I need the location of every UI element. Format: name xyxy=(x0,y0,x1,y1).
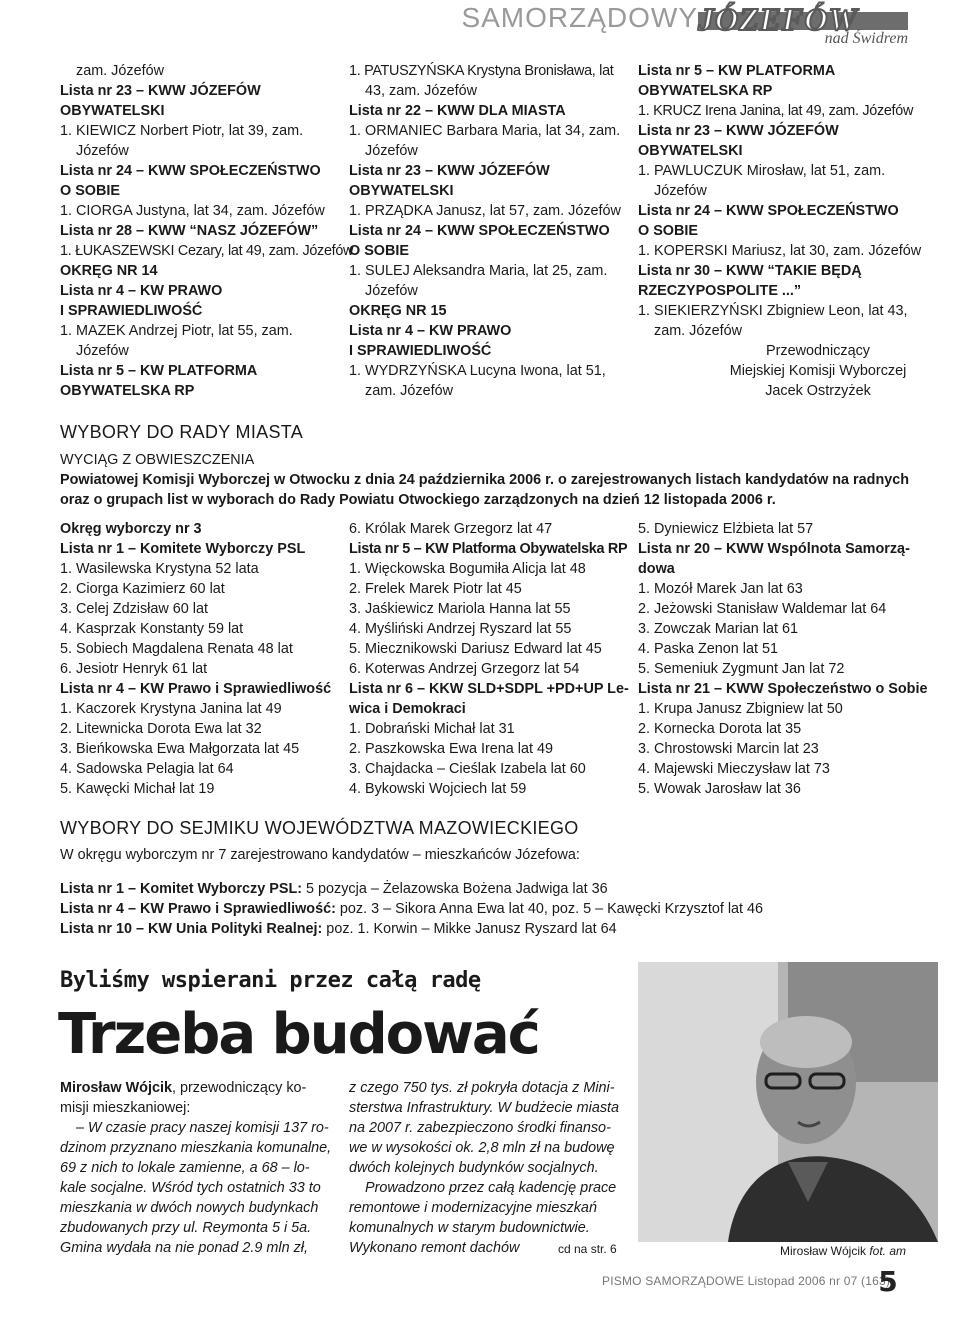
list-heading: Lista nr 23 – KWW JÓZEFÓW xyxy=(60,83,261,99)
article-line: sterstwa Infrastruktury. W budżecie miasta xyxy=(349,1100,620,1116)
list-item: 2. Ciorga Kazimierz 60 lat xyxy=(60,581,225,597)
list-item: 1. ORMANIEC Barbara Maria, lat 34, zam. xyxy=(349,123,621,139)
article-column-2 xyxy=(349,1078,619,1258)
sejmik-list-text: 5 pozycja – Żelazowska Bożena Jadwiga lat 36 xyxy=(302,881,608,897)
list-item: zam. Józefów xyxy=(654,323,742,339)
list-item: 1. SIEKIERZYŃSKI Zbigniew Leon, lat 43, xyxy=(638,303,908,319)
logo-text: JÓZEFÓW xyxy=(698,1,858,37)
list-heading: Lista nr 23 – KWW JÓZEFÓW xyxy=(638,123,839,139)
article-line: we w wysokości ok. 2,8 mln zł na budowę xyxy=(349,1140,615,1156)
list-heading: OBYWATELSKA RP xyxy=(638,83,773,99)
list-item: 2. Jeżowski Stanisław Waldemar lat 64 xyxy=(638,601,887,617)
list-heading: I SPRAWIEDLIWOŚĆ xyxy=(349,343,492,359)
sejmik-list-text: poz. 1. Korwin – Mikke Janusz Ryszard lat 64 xyxy=(322,921,617,937)
article-line: na 2007 r. zabezpieczono środki finanso- xyxy=(349,1120,611,1136)
list-heading: Okręg wyborczy nr 3 xyxy=(60,521,202,537)
list-item: Józefów xyxy=(365,143,418,159)
speaker-name: Mirosław Wójcik xyxy=(60,1080,172,1096)
list-heading: Lista nr 24 – KWW SPOŁECZEŃSTWO xyxy=(60,163,321,179)
article-line: dzinom przyznano mieszkania komunalne, xyxy=(60,1140,332,1156)
list-item: 1. KRUCZ Irena Janina, lat 49, zam. Józefów xyxy=(638,103,914,119)
list-heading: OKRĘG NR 15 xyxy=(349,303,447,319)
masthead xyxy=(340,0,960,46)
article-line: misji mieszkaniowej: xyxy=(60,1100,191,1116)
list-item: zam. Józefów xyxy=(76,63,164,79)
signature-block xyxy=(718,341,918,401)
list-heading: OBYWATELSKA RP xyxy=(60,383,195,399)
list-item: 5. Sobiech Magdalena Renata 48 lat xyxy=(60,641,293,657)
list-heading: Lista nr 22 – KWW DLA MIASTA xyxy=(349,103,566,119)
list-item: 1. CIORGA Justyna, lat 34, zam. Józefów xyxy=(60,203,325,219)
article-line: z czego 750 tys. zł pokryła dotacja z Mini- xyxy=(349,1080,615,1096)
jozefow-logo xyxy=(698,2,908,46)
list-item: 2. Paszkowska Ewa Irena lat 49 xyxy=(349,741,553,757)
footer-issue: PISMO SAMORZĄDOWE Listopad 2006 nr 07 (163) xyxy=(602,1274,891,1288)
list-heading: Lista nr 23 – KWW JÓZEFÓW xyxy=(349,163,550,179)
sejmik-list-label: Lista nr 10 – KW Unia Polityki Realnej: xyxy=(60,921,323,937)
list-item: Józefów xyxy=(365,283,418,299)
list-item: 6. Królak Marek Grzegorz lat 47 xyxy=(349,521,553,537)
list-heading: O SOBIE xyxy=(349,243,409,259)
list-heading: Lista nr 1 – Komitete Wyborczy PSL xyxy=(60,541,306,557)
article-line: 69 z nich to lokale zamienne, a 68 – lo- xyxy=(60,1160,310,1176)
list-heading: OBYWATELSKI xyxy=(60,103,165,119)
list-heading: Lista nr 30 – KWW “TAKIE BĘDĄ xyxy=(638,263,862,279)
list-item: Józefów xyxy=(76,343,129,359)
list-item: 43, zam. Józefów xyxy=(365,83,477,99)
list-item: 1. KOPERSKI Mariusz, lat 30, zam. Józefów xyxy=(638,243,922,259)
sejmik-line xyxy=(60,919,920,939)
article-line: zbudowanych przy ul. Reymonta 5 i 5a. xyxy=(60,1220,312,1236)
article-title: Trzeba budować xyxy=(58,1002,539,1067)
list-item: zam. Józefów xyxy=(365,383,453,399)
signature-line: Miejskiej Komisji Wyborczej xyxy=(729,363,907,379)
article-line xyxy=(60,1078,322,1098)
portrait-photo xyxy=(638,962,938,1242)
sejmik-line xyxy=(60,879,920,899)
list-item: 1. PRZĄDKA Janusz, lat 57, zam. Józefów xyxy=(349,203,621,219)
list-heading: wica i Demokraci xyxy=(349,701,466,717)
list-heading: Lista nr 24 – KWW SPOŁECZEŃSTWO xyxy=(349,223,610,239)
list-heading: Lista nr 24 – KWW SPOŁECZEŃSTWO xyxy=(638,203,899,219)
speaker-role: , przewodniczący ko- xyxy=(171,1080,307,1096)
list-item: 5. Kawęcki Michał lat 19 xyxy=(60,781,215,797)
list-item: 1. Mozół Marek Jan lat 63 xyxy=(638,581,803,597)
list-item: 5. Semeniuk Zygmunt Jan lat 72 xyxy=(638,661,845,677)
rada-intro-line-2: oraz o grupach list w wyborach do Rady Powiatu Otwockiego zarządzonych na dzień 12 listopada 2006 r. xyxy=(60,492,776,508)
list-item: Józefów xyxy=(654,183,707,199)
sejmik-list-label: Lista nr 1 – Komitet Wyborczy PSL: xyxy=(60,881,303,897)
list-heading: O SOBIE xyxy=(60,183,120,199)
rada-column-2 xyxy=(349,519,629,799)
list-item: 1. ŁUKASZEWSKI Cezary, lat 49, zam. Józefów xyxy=(60,243,354,259)
list-heading: Lista nr 5 – KW PLATFORMA xyxy=(638,63,836,79)
sejmik-list-text: poz. 3 – Sikora Anna Ewa lat 40, poz. 5 – Kawęcki Krzysztof lat 46 xyxy=(335,901,764,917)
list-item: 5. Dyniewicz Elżbieta lat 57 xyxy=(638,521,814,537)
article-line: Prowadzono przez całą kadencję prace xyxy=(365,1180,617,1196)
list-item: 3. Celej Zdzisław 60 lat xyxy=(60,601,208,617)
list-item: 6. Jesiotr Henryk 61 lat xyxy=(60,661,208,677)
list-item: 5. Miecznikowski Dariusz Edward lat 45 xyxy=(349,641,602,657)
article-line: dwóch kolejnych budynków socjalnych. xyxy=(349,1160,599,1176)
candidates-column-2 xyxy=(349,61,619,401)
list-item: Józefów xyxy=(76,143,129,159)
article-line: mieszkania w dwóch nowych budynkach xyxy=(60,1200,319,1216)
rada-intro-line-1: Powiatowej Komisji Wyborczej w Otwocku z dnia 24 października 2006 r. o zarejestrowanych listach kandydatów na radnych xyxy=(60,472,910,488)
list-heading: dowa xyxy=(638,561,675,577)
list-item: 1. SULEJ Aleksandra Maria, lat 25, zam. xyxy=(349,263,608,279)
portrait-illustration xyxy=(638,962,938,1242)
sejmik-heading: WYBORY DO SEJMIKU WOJEWÓDZTWA MAZOWIECKIEGO xyxy=(60,818,579,838)
list-item: 3. Jaśkiewicz Mariola Hanna lat 55 xyxy=(349,601,571,617)
list-item: 5. Wowak Jarosław lat 36 xyxy=(638,781,801,797)
list-item: 1. PAWLUCZUK Mirosław, lat 51, zam. xyxy=(638,163,886,179)
sejmik-list-label: Lista nr 4 – KW Prawo i Sprawiedliwość: xyxy=(60,901,336,917)
rada-column-1 xyxy=(60,519,340,799)
list-heading: Lista nr 6 – KKW SLD+SDPL +PD+UP Le- xyxy=(349,681,629,697)
list-heading: OKRĘG NR 14 xyxy=(60,263,158,279)
rada-heading: WYBORY DO RADY MIASTA xyxy=(60,422,304,442)
list-item: 4. Sadowska Pelagia lat 64 xyxy=(60,761,234,777)
list-heading: Lista nr 4 – KW PRAWO xyxy=(60,283,223,299)
list-item: 1. WYDRZYŃSKA Lucyna Iwona, lat 51, xyxy=(349,363,606,379)
list-item: 4. Kasprzak Konstanty 59 lat xyxy=(60,621,244,637)
list-item: 1. Dobrański Michał lat 31 xyxy=(349,721,515,737)
list-item: 2. Litewnicka Dorota Ewa lat 32 xyxy=(60,721,262,737)
article-line: – W czasie pracy naszej komisji 137 ro- xyxy=(76,1120,329,1136)
list-item: 3. Bieńkowska Ewa Małgorzata lat 45 xyxy=(60,741,300,757)
list-heading: O SOBIE xyxy=(638,223,698,239)
continued-note: cd na str. 6 xyxy=(558,1242,617,1256)
sejmik-list xyxy=(60,879,920,939)
list-item: 1. Kaczorek Krystyna Janina lat 49 xyxy=(60,701,282,717)
list-item: 1. Wasilewska Krystyna 52 lata xyxy=(60,561,259,577)
list-item: 4. Paska Zenon lat 51 xyxy=(638,641,778,657)
section-title: SAMORZĄDOWY xyxy=(461,2,698,33)
article-line: kale socjalne. Wśród tych ostatnich 33 to xyxy=(60,1180,321,1196)
list-item: 2. Kornecka Dorota lat 35 xyxy=(638,721,802,737)
photo-caption xyxy=(780,1244,906,1258)
article-kicker: Byliśmy wspierani przez całą radę xyxy=(60,968,481,993)
article-column-1 xyxy=(60,1078,332,1258)
article-line: remontowe i modernizacyjne mieszkań xyxy=(349,1200,597,1216)
article-line: Wykonano remont dachów xyxy=(349,1240,520,1256)
list-heading: Lista nr 5 – KW Platforma Obywatelska RP xyxy=(349,541,628,557)
caption-credit: fot. am xyxy=(869,1244,907,1258)
list-heading: OBYWATELSKI xyxy=(638,143,743,159)
signature-line: Przewodniczący xyxy=(766,343,870,359)
list-item: 1. Więckowska Bogumiła Alicja lat 48 xyxy=(349,561,586,577)
list-item: 1. KIEWICZ Norbert Piotr, lat 39, zam. xyxy=(60,123,304,139)
list-item: 1. MAZEK Andrzej Piotr, lat 55, zam. xyxy=(60,323,293,339)
sejmik-line xyxy=(60,899,920,919)
list-heading: RZECZYPOSPOLITE ...” xyxy=(638,283,802,299)
list-item: 4. Majewski Mieczysław lat 73 xyxy=(638,761,830,777)
sejmik-intro: W okręgu wyborczym nr 7 zarejestrowano kandydatów – mieszkańców Józefowa: xyxy=(60,847,580,863)
list-heading: OBYWATELSKI xyxy=(349,183,454,199)
list-item: 4. Bykowski Wojciech lat 59 xyxy=(349,781,527,797)
article-line: Gmina wydała na nie ponad 2.9 mln zł, xyxy=(60,1240,308,1256)
article-line: komunalnych w starym budownictwie. xyxy=(349,1220,590,1236)
list-heading: Lista nr 21 – KWW Społeczeństwo o Sobie xyxy=(638,681,928,697)
list-item: 1. Krupa Janusz Zbigniew lat 50 xyxy=(638,701,843,717)
list-heading: Lista nr 28 – KWW “NASZ JÓZEFÓW” xyxy=(60,223,319,239)
list-heading: Lista nr 4 – KW PRAWO xyxy=(349,323,512,339)
list-heading: Lista nr 20 – KWW Wspólnota Samorzą- xyxy=(638,541,910,557)
rada-column-3 xyxy=(638,519,928,799)
logo-subtitle: nad Świdrem xyxy=(824,30,908,47)
list-item: 6. Koterwas Andrzej Grzegorz lat 54 xyxy=(349,661,580,677)
list-heading: Lista nr 5 – KW PLATFORMA xyxy=(60,363,258,379)
list-item: 3. Zowczak Marian lat 61 xyxy=(638,621,798,637)
list-item: 1. PATUSZYŃSKA Krystyna Bronisława, lat xyxy=(349,63,614,79)
list-heading: Lista nr 4 – KW Prawo i Sprawiedliwość xyxy=(60,681,332,697)
rada-subheading: WYCIĄG Z OBWIESZCZENIA xyxy=(60,452,255,468)
candidates-column-3 xyxy=(638,61,923,341)
signature-line: Jacek Ostrzyżek xyxy=(765,383,871,399)
list-item: 2. Frelek Marek Piotr lat 45 xyxy=(349,581,522,597)
list-heading: I SPRAWIEDLIWOŚĆ xyxy=(60,303,203,319)
list-item: 4. Myśliński Andrzej Ryszard lat 55 xyxy=(349,621,572,637)
list-item: 3. Chajdacka – Cieślak Izabela lat 60 xyxy=(349,761,586,777)
page-number: 5 xyxy=(878,1265,898,1298)
candidates-column-1 xyxy=(60,61,354,401)
caption-name: Mirosław Wójcik xyxy=(780,1244,870,1258)
list-item: 3. Chrostowski Marcin lat 23 xyxy=(638,741,819,757)
